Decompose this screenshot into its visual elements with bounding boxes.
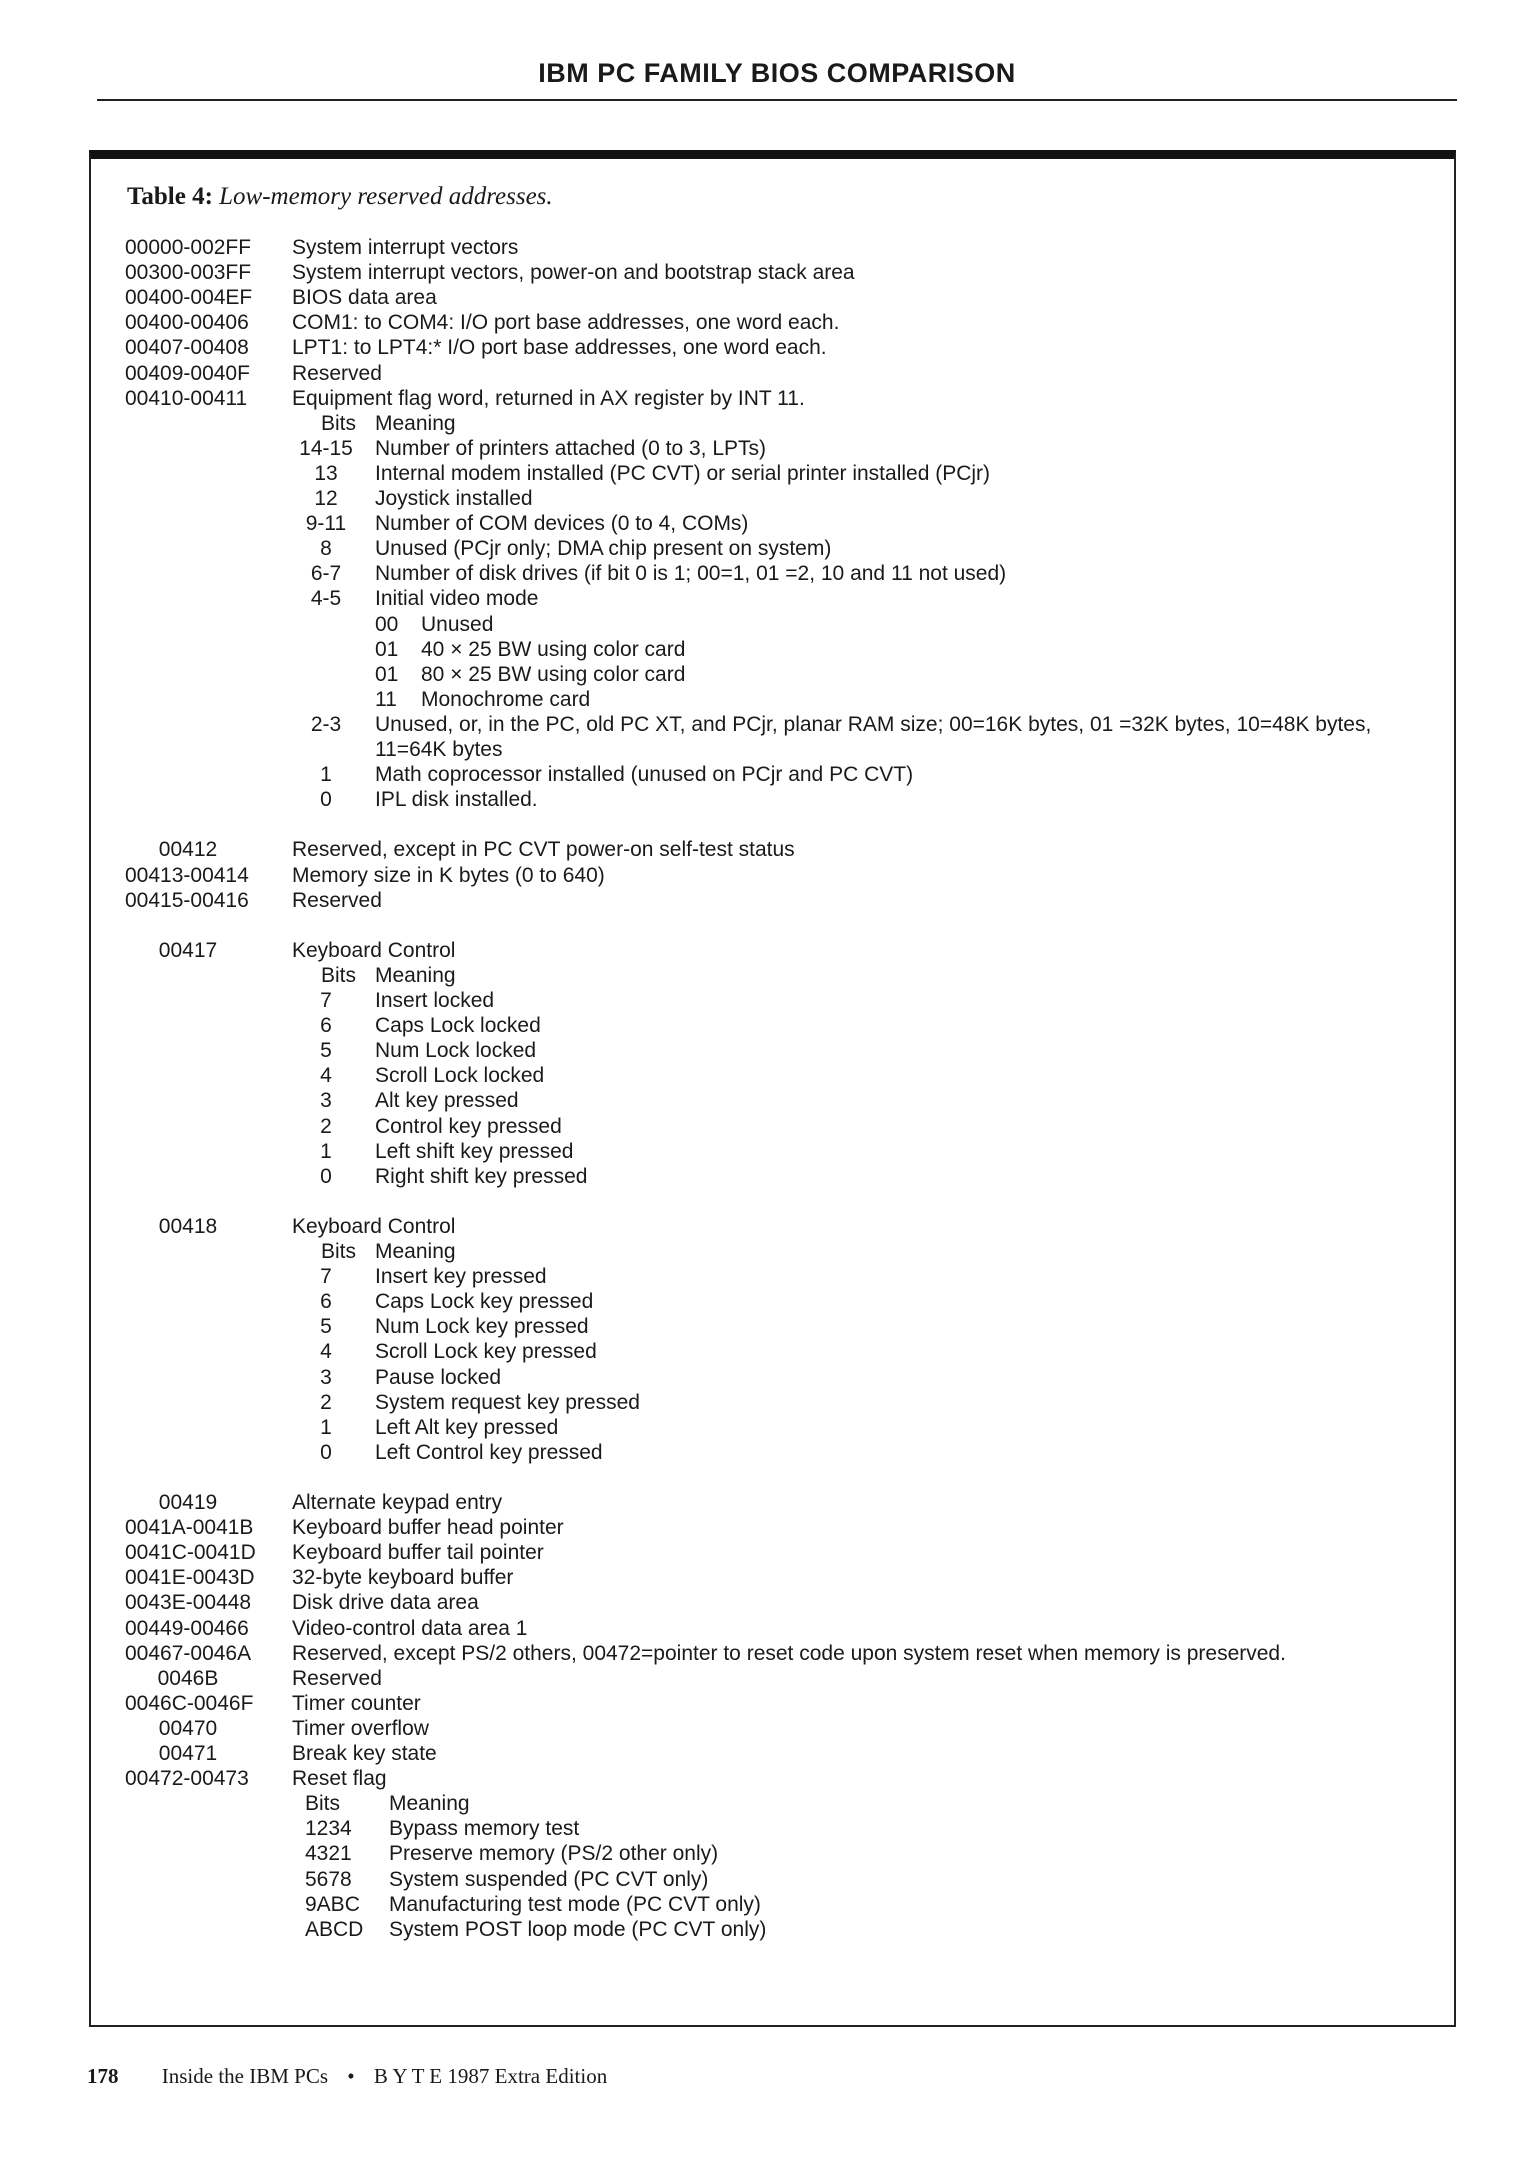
bit-value: 6 xyxy=(320,1014,332,1038)
bit-value: 4321 xyxy=(305,1842,352,1866)
bit-value: 12 xyxy=(314,487,338,510)
bit-meaning: Caps Lock key pressed xyxy=(375,1290,594,1314)
address-cell: 00412 xyxy=(158,838,218,862)
bit-meaning: Initial video mode xyxy=(375,587,539,611)
bit-meaning: Scroll Lock key pressed xyxy=(375,1340,597,1364)
bit-meaning: Insert locked xyxy=(375,989,495,1012)
footer-bullet: • xyxy=(347,2064,355,2088)
video-mode-text: Unused xyxy=(421,612,494,636)
address-cell: 00417 xyxy=(158,938,218,962)
bit-value: 6-7 xyxy=(310,562,342,586)
meaning-header: Meaning xyxy=(375,1240,456,1263)
address-cell: 00470 xyxy=(158,1716,218,1740)
bit-value: 0 xyxy=(320,1164,332,1188)
bit-value: 8 xyxy=(320,537,332,561)
bit-meaning: Insert key pressed xyxy=(375,1265,547,1289)
address-cell: 00467-0046A xyxy=(125,1641,252,1665)
description-cell: Memory size in K bytes (0 to 640) xyxy=(292,863,605,887)
bit-meaning: Caps Lock locked xyxy=(375,1014,541,1038)
address-cell: 00400-00406 xyxy=(125,311,249,335)
address-cell: 0043E-00448 xyxy=(125,1591,252,1615)
video-mode-code: 01 xyxy=(375,637,399,661)
bit-meaning: Number of disk drives (if bit 0 is 1; 00=1, 01 =2, 10 and 11 not used) xyxy=(375,562,1007,586)
meaning-header: Meaning xyxy=(375,411,456,435)
bit-value: 7 xyxy=(320,1265,332,1289)
description-cell: Keyboard buffer tail pointer xyxy=(292,1541,544,1565)
bit-value: 3 xyxy=(320,1089,332,1113)
bit-meaning: IPL disk installed. xyxy=(375,788,538,812)
video-mode-code: 01 xyxy=(375,662,399,686)
address-cell: 00300-003FF xyxy=(125,261,252,285)
address-cell: 00472-00473 xyxy=(125,1767,249,1791)
address-cell: 00409-0040F xyxy=(125,361,250,385)
table-caption xyxy=(127,183,553,211)
address-cell: 00410-00411 xyxy=(125,386,248,410)
description-cell: Video-control data area 1 xyxy=(292,1616,528,1640)
bit-value: 2 xyxy=(320,1390,332,1414)
bit-meaning: Pause locked xyxy=(375,1365,502,1389)
video-mode-text: 40 × 25 BW using color card xyxy=(421,637,686,661)
bit-meaning: Manufacturing test mode (PC CVT only) xyxy=(389,1892,761,1916)
meaning-header: Meaning xyxy=(375,963,456,987)
bit-meaning: Left Control key pressed xyxy=(375,1440,603,1464)
bit-value: 6 xyxy=(320,1290,332,1314)
bit-value: 9ABC xyxy=(305,1892,360,1916)
bit-value: 1 xyxy=(320,763,332,787)
bit-value: 7 xyxy=(320,989,332,1012)
bit-value: 5 xyxy=(320,1315,332,1339)
address-cell: 00449-00466 xyxy=(125,1616,249,1640)
description-cell: Keyboard Control xyxy=(292,938,456,962)
meaning-header: Meaning xyxy=(389,1792,470,1816)
video-mode-code: 11 xyxy=(375,687,397,711)
bit-value: 0 xyxy=(320,1440,332,1464)
table-label: Table 4: xyxy=(127,183,213,210)
bit-meaning: Num Lock locked xyxy=(375,1039,537,1063)
bit-meaning: Left Alt key pressed xyxy=(375,1415,559,1439)
description-cell: Reserved xyxy=(292,1666,382,1690)
description-cell: 32-byte keyboard buffer xyxy=(292,1566,514,1590)
address-cell: 00471 xyxy=(158,1742,218,1765)
address-cell: 0041E-0043D xyxy=(125,1566,255,1590)
bit-value: 2 xyxy=(320,1114,332,1138)
bit-value: 9-11 xyxy=(305,512,347,536)
bits-header: Bits xyxy=(320,1240,356,1263)
bit-meaning: Unused (PCjr only; DMA chip present on system) xyxy=(375,537,832,561)
bit-meaning: System POST loop mode (PC CVT only) xyxy=(389,1917,767,1941)
description-cell: Equipment flag word, returned in AX register by INT 11. xyxy=(292,386,805,410)
address-cell: 00413-00414 xyxy=(125,863,249,887)
description-cell: Reset flag xyxy=(292,1767,387,1791)
bit-value: 4 xyxy=(320,1064,332,1088)
address-cell: 0046C-0046F xyxy=(125,1691,254,1715)
description-cell: Keyboard buffer head pointer xyxy=(292,1516,564,1540)
bit-value: 4 xyxy=(320,1340,332,1364)
bit-value: 3 xyxy=(320,1365,332,1389)
description-cell: LPT1: to LPT4:* I/O port base addresses, one word each. xyxy=(292,336,827,360)
bit-meaning: Joystick installed xyxy=(375,487,533,510)
description-cell: Timer counter xyxy=(292,1691,421,1715)
description-cell: Reserved, except in PC CVT power-on self-test status xyxy=(292,838,795,862)
description-cell: COM1: to COM4: I/O port base addresses, one word each. xyxy=(292,311,840,335)
bit-meaning-continued: 11=64K bytes xyxy=(375,738,503,761)
bit-value: 5678 xyxy=(305,1867,352,1891)
bit-value: ABCD xyxy=(305,1917,364,1941)
bit-meaning: System request key pressed xyxy=(375,1390,640,1414)
address-cell: 0041A-0041B xyxy=(125,1516,254,1540)
address-cell: 0046B xyxy=(157,1666,219,1690)
description-cell: Alternate keypad entry xyxy=(292,1491,503,1514)
bit-meaning: Number of COM devices (0 to 4, COMs) xyxy=(375,512,749,536)
description-cell: Disk drive data area xyxy=(292,1591,479,1615)
footer-section: Inside the IBM PCs xyxy=(161,2064,329,2088)
bit-meaning: Preserve memory (PS/2 other only) xyxy=(389,1842,719,1866)
bit-value: 13 xyxy=(314,461,338,485)
address-cell: 00407-00408 xyxy=(125,336,249,360)
address-cell: 00400-004EF xyxy=(125,286,253,310)
bit-meaning: Unused, or, in the PC, old PC XT, and PCjr, planar RAM size; 00=16K bytes, 01 =32K bytes, 10=48K bytes, xyxy=(375,712,1372,736)
address-cell: 00419 xyxy=(158,1491,218,1514)
bits-header: Bits xyxy=(320,411,356,435)
bit-meaning: System suspended (PC CVT only) xyxy=(389,1867,709,1891)
page-footer xyxy=(87,2064,607,2089)
bit-meaning: Scroll Lock locked xyxy=(375,1064,545,1088)
address-cell: 0041C-0041D xyxy=(125,1541,256,1565)
bit-value: 1234 xyxy=(305,1817,352,1841)
video-mode-text: 80 × 25 BW using color card xyxy=(421,662,686,686)
description-cell: Break key state xyxy=(292,1742,437,1765)
bit-meaning: Bypass memory test xyxy=(389,1817,580,1841)
page-header-title: IBM PC FAMILY BIOS COMPARISON xyxy=(538,58,1016,88)
bit-value: 1 xyxy=(320,1415,332,1439)
page-number: 178 xyxy=(87,2064,119,2088)
description-cell: BIOS data area xyxy=(292,286,437,310)
video-mode-text: Monochrome card xyxy=(421,687,591,711)
description-cell: Timer overflow xyxy=(292,1716,429,1740)
bit-value: 2-3 xyxy=(310,712,342,736)
description-cell: System interrupt vectors, power-on and bootstrap stack area xyxy=(292,261,855,285)
footer-publication: B Y T E 1987 Extra Edition xyxy=(373,2064,608,2088)
bit-value: 5 xyxy=(320,1039,332,1063)
bits-header: Bits xyxy=(305,1792,341,1816)
bit-meaning: Math coprocessor installed (unused on PCjr and PC CVT) xyxy=(375,763,914,787)
description-cell: Reserved xyxy=(292,888,382,912)
description-cell: Reserved xyxy=(292,361,382,385)
description-cell: Reserved, except PS/2 others, 00472=pointer to reset code upon system reset when memory is preserved. xyxy=(292,1641,1286,1665)
table-title: Low-memory reserved addresses. xyxy=(219,183,553,210)
bit-value: 14-15 xyxy=(299,436,353,460)
bit-meaning: Num Lock key pressed xyxy=(375,1315,589,1339)
address-cell: 00000-002FF xyxy=(125,236,252,259)
bit-meaning: Right shift key pressed xyxy=(375,1164,588,1188)
bit-value: 0 xyxy=(320,788,332,812)
bit-meaning: Internal modem installed (PC CVT) or serial printer installed (PCjr) xyxy=(375,461,991,485)
description-cell: Keyboard Control xyxy=(292,1214,456,1238)
description-cell: System interrupt vectors xyxy=(292,236,519,259)
table-box xyxy=(89,150,1456,2027)
bits-header: Bits xyxy=(320,963,356,987)
header-rule xyxy=(97,99,1457,101)
video-mode-code: 00 xyxy=(375,612,399,636)
bit-meaning: Control key pressed xyxy=(375,1114,562,1138)
bit-value: 1 xyxy=(320,1139,332,1163)
bit-value: 4-5 xyxy=(310,587,342,611)
bit-meaning: Left shift key pressed xyxy=(375,1139,574,1163)
address-cell: 00418 xyxy=(158,1214,218,1238)
bit-meaning: Alt key pressed xyxy=(375,1089,519,1113)
bit-meaning: Number of printers attached (0 to 3, LPTs) xyxy=(375,436,767,460)
address-cell: 00415-00416 xyxy=(125,888,249,912)
